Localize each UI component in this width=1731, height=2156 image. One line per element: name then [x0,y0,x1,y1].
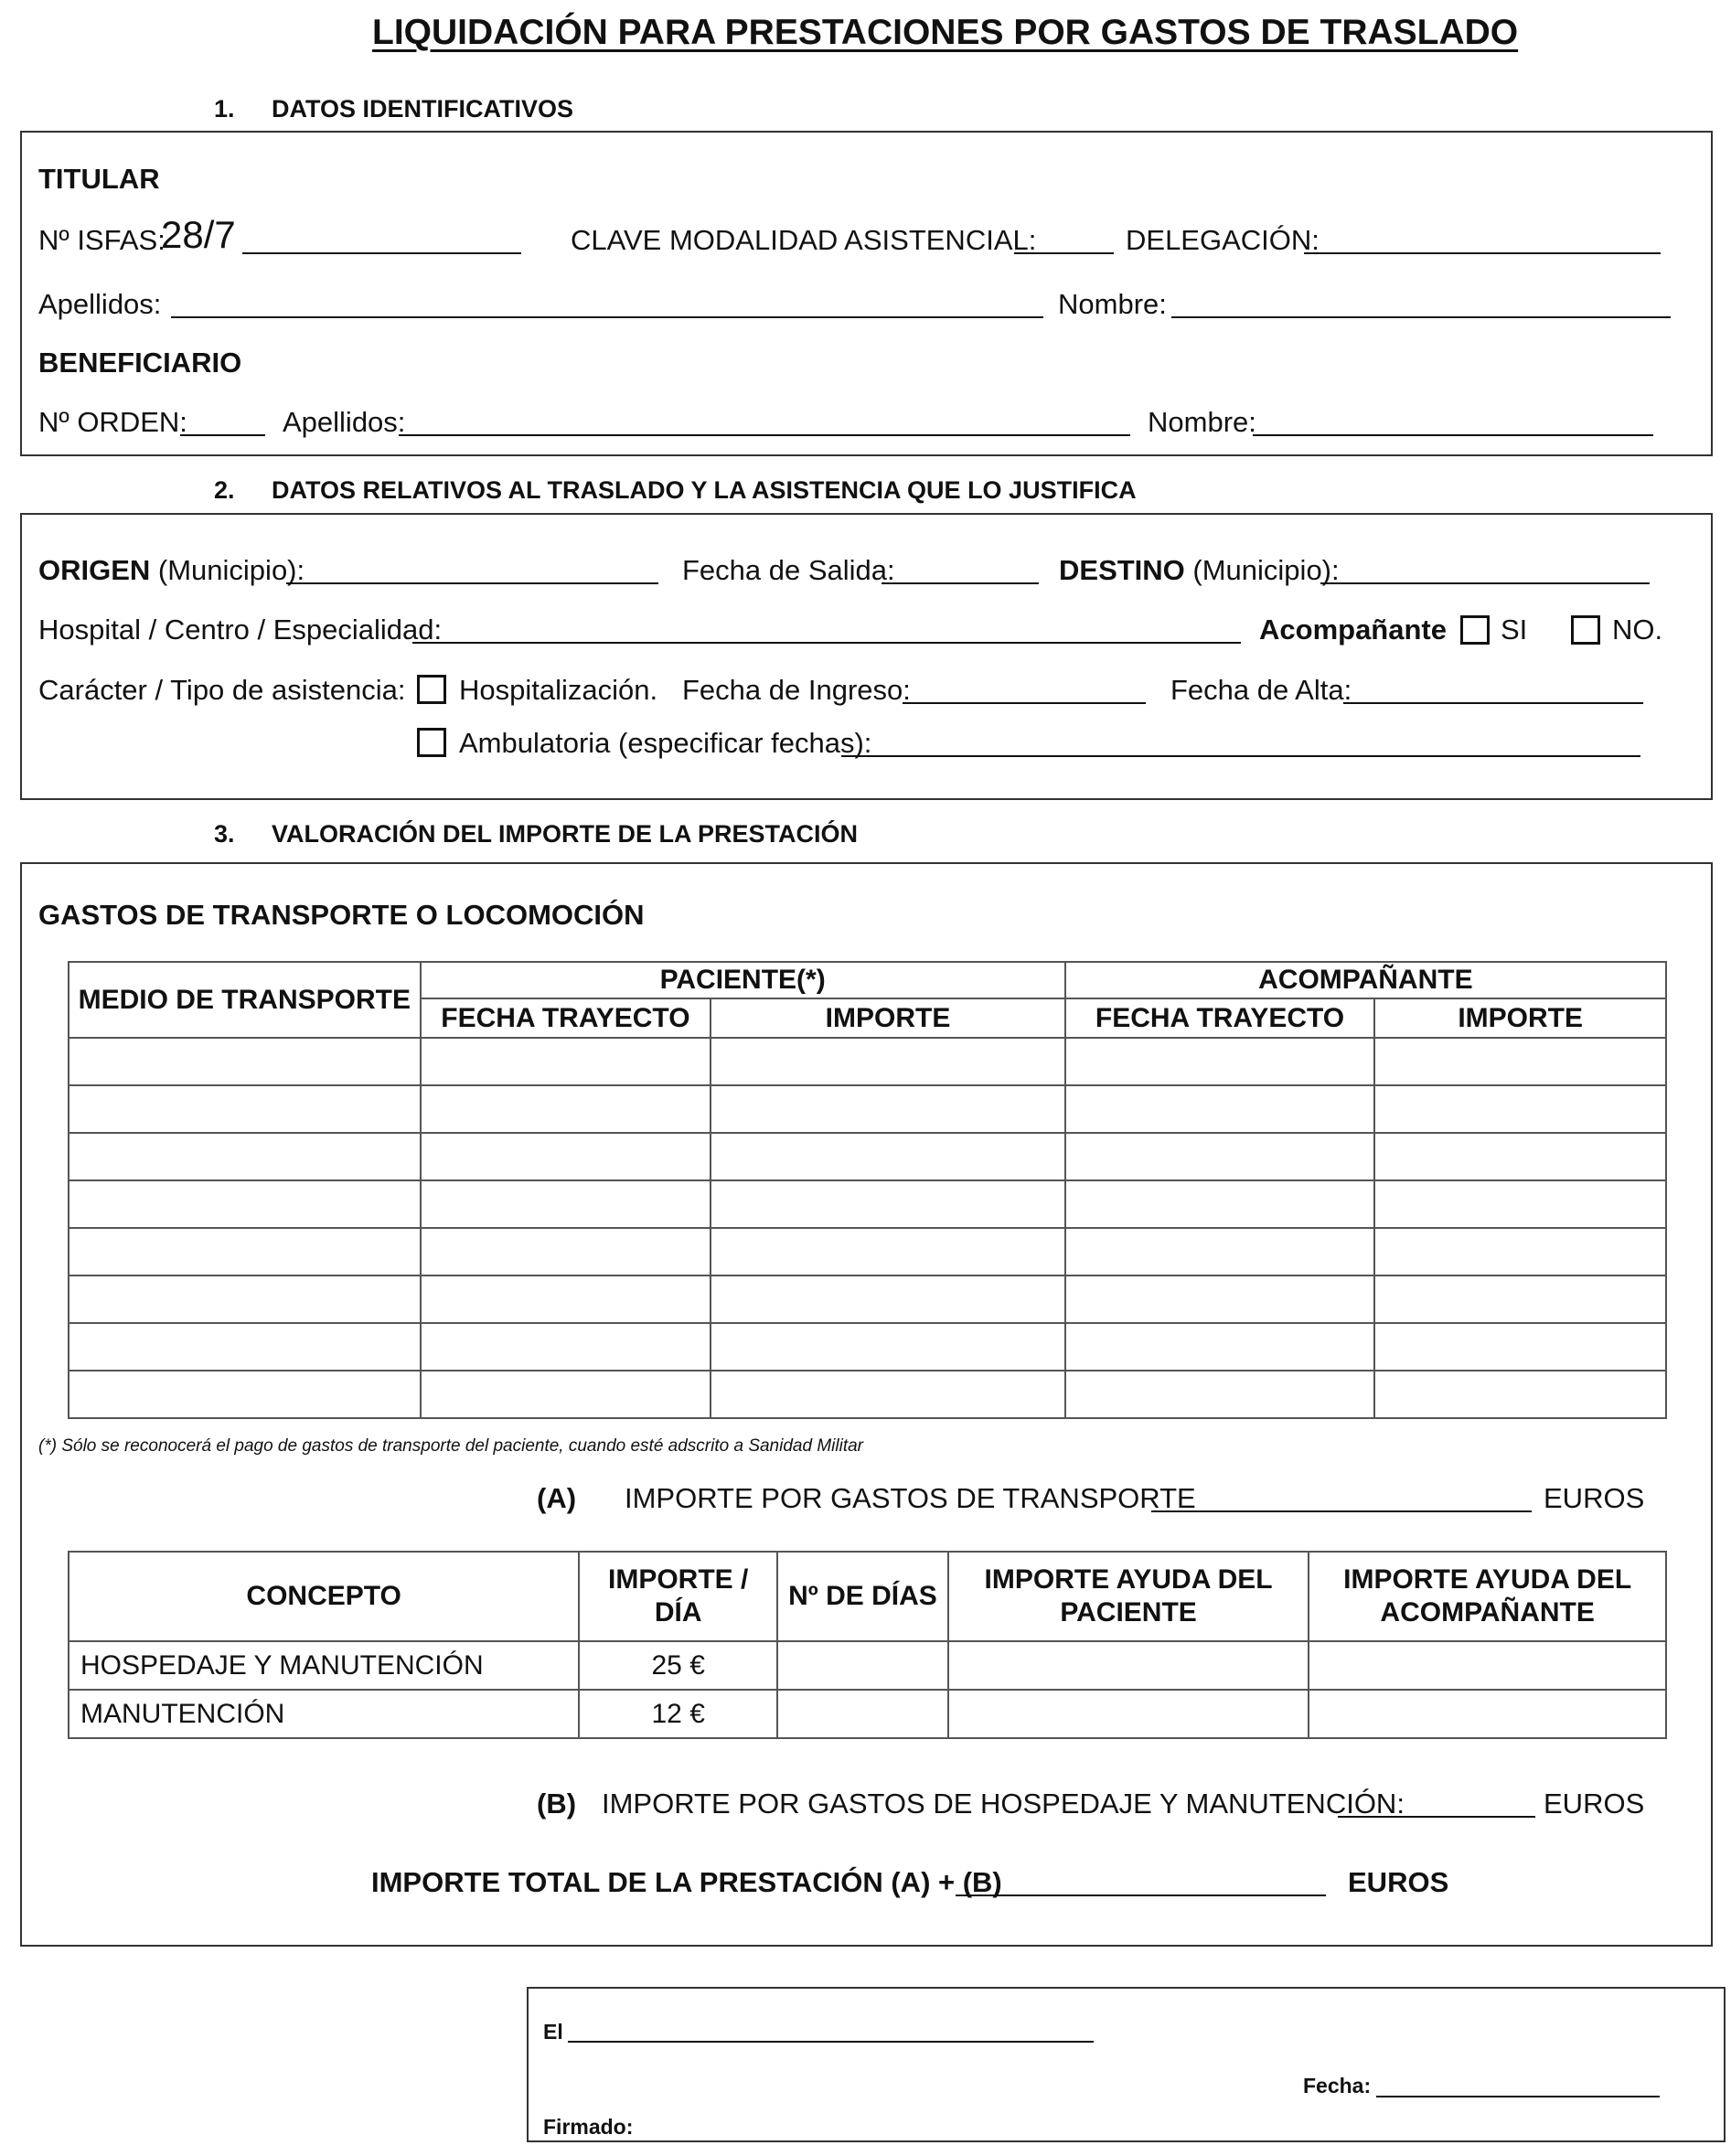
table-row [69,1180,1666,1228]
importe-dia-cell: 12 € [579,1690,777,1738]
table-cell[interactable] [711,1371,1064,1418]
table-cell[interactable] [69,1275,421,1323]
ayuda-paciente-header: IMPORTE AYUDA DEL PACIENTE [948,1552,1309,1641]
importe-dia-header: IMPORTE / DÍA [579,1552,777,1641]
hospital-field[interactable] [412,642,1241,644]
importe-total-field[interactable] [956,1895,1326,1896]
dias-cell[interactable] [777,1690,948,1738]
table-cell[interactable] [1374,1133,1666,1180]
table-cell[interactable] [421,1180,711,1228]
clave-modalidad-label: CLAVE MODALIDAD ASISTENCIAL: [571,224,1037,256]
fecha-salida-field[interactable] [882,582,1039,584]
table-cell[interactable] [1065,1275,1375,1323]
acompanante-fecha-trayecto-header: FECHA TRAYECTO [1065,998,1375,1038]
b-euros: EUROS [1544,1788,1645,1820]
table-cell[interactable] [711,1323,1064,1371]
beneficiario-nombre-label: Nombre: [1148,406,1256,438]
table-row [69,1371,1666,1418]
concepto-header: CONCEPTO [69,1552,579,1641]
transport-table [68,961,1667,1419]
section-2-title: DATOS RELATIVOS AL TRASLADO Y LA ASISTENCIA QUE LO JUSTIFICA [272,476,1137,504]
table-cell[interactable] [1065,1085,1375,1133]
dias-header: Nº DE DÍAS [777,1552,948,1641]
table-cell[interactable] [69,1371,421,1418]
destino-label: DESTINO (Municipio): [1059,554,1340,586]
total-euros: EUROS [1348,1866,1449,1898]
table-cell[interactable] [69,1038,421,1085]
transporte-heading: GASTOS DE TRANSPORTE O LOCOMOCIÓN [38,899,645,931]
acompanante-si-label: SI [1501,614,1528,646]
table-cell[interactable] [1374,1180,1666,1228]
table-cell[interactable] [421,1323,711,1371]
paciente-importe-header: IMPORTE [711,998,1064,1038]
acompanante-label: Acompañante [1259,614,1447,646]
table-cell[interactable] [1374,1085,1666,1133]
titular-apellidos-field[interactable] [171,316,1043,318]
section-3-number: 3. [214,820,235,848]
beneficiario-apellidos-label: Apellidos: [283,406,406,438]
beneficiario-nombre-field[interactable] [1253,434,1653,436]
caracter-label: Carácter / Tipo de asistencia: [38,674,406,706]
fecha-alta-label: Fecha de Alta: [1170,674,1352,706]
table-cell[interactable] [711,1228,1064,1275]
table-cell[interactable] [1065,1371,1375,1418]
table-cell[interactable] [421,1133,711,1180]
table-cell[interactable] [69,1133,421,1180]
section-2-number: 2. [214,476,235,504]
ayuda-acompanante-cell[interactable] [1309,1690,1666,1738]
importe-dia-cell: 25 € [579,1641,777,1690]
page-title: LIQUIDACIÓN PARA PRESTACIONES POR GASTOS DE TRASLADO [372,13,1519,52]
delegacion-field[interactable] [1304,252,1661,254]
section-3-title: VALORACIÓN DEL IMPORTE DE LA PRESTACIÓN [272,820,859,848]
titular-nombre-label: Nombre: [1058,288,1167,320]
table-cell[interactable] [1374,1323,1666,1371]
acompanante-header: ACOMPAÑANTE [1065,962,1666,998]
importe-hospedaje-field[interactable] [1338,1816,1535,1818]
fecha-label: Fecha: [1303,2074,1372,2097]
hospitalizacion-label: Hospitalización. [459,674,658,706]
ayuda-paciente-cell[interactable] [948,1641,1309,1690]
ayuda-acompanante-cell[interactable] [1309,1641,1666,1690]
table-cell[interactable] [1374,1371,1666,1418]
b-text: IMPORTE POR GASTOS DE HOSPEDAJE Y MANUTENCIÓN: [602,1788,1405,1820]
table-cell[interactable] [421,1038,711,1085]
b-label: (B) [537,1788,577,1820]
delegacion-label: DELEGACIÓN: [1126,224,1320,256]
isfas-prefix: 28/7 [161,213,236,256]
a-text: IMPORTE POR GASTOS DE TRANSPORTE [625,1482,1196,1514]
table-cell[interactable] [711,1275,1064,1323]
isfas-field[interactable] [242,252,521,254]
a-euros: EUROS [1544,1482,1645,1514]
total-text: IMPORTE TOTAL DE LA PRESTACIÓN (A) + (B) [371,1866,1002,1898]
acompanante-no-label: NO. [1612,614,1663,646]
titular-apellidos-label: Apellidos: [38,288,162,320]
table-cell[interactable] [711,1085,1064,1133]
paciente-header: PACIENTE(*) [421,962,1065,998]
fecha-field[interactable] [1376,2096,1660,2097]
a-label: (A) [537,1482,577,1514]
beneficiario-apellidos-field[interactable] [399,434,1130,436]
table-cell[interactable] [1065,1133,1375,1180]
titular-heading: TITULAR [38,163,160,195]
acompanante-si-checkbox[interactable] [1460,615,1490,645]
table-cell[interactable] [421,1085,711,1133]
table-row [69,1038,1666,1085]
signature-box [527,1987,1726,2142]
table-cell[interactable] [1374,1275,1666,1323]
ambulatoria-field[interactable] [841,755,1640,757]
table-cell[interactable] [69,1228,421,1275]
section-1-title: DATOS IDENTIFICATIVOS [272,95,574,123]
identification-box [20,131,1713,456]
table-cell[interactable] [711,1133,1064,1180]
concepto-cell: HOSPEDAJE Y MANUTENCIÓN [69,1641,579,1690]
section-1-number: 1. [214,95,235,123]
table-cell[interactable] [421,1228,711,1275]
orden-label: Nº ORDEN: [38,406,187,438]
origen-label: ORIGEN (Municipio): [38,554,305,586]
el-label: El [543,2020,563,2044]
hospitalizacion-checkbox[interactable] [417,675,446,704]
table-row [69,1690,1666,1738]
paciente-fecha-trayecto-header: FECHA TRAYECTO [421,998,711,1038]
ambulatoria-checkbox[interactable] [417,728,446,757]
origen-field[interactable] [286,582,658,584]
table-cell[interactable] [1065,1180,1375,1228]
table-row [69,1085,1666,1133]
table-row [69,1228,1666,1275]
orden-field[interactable] [180,434,265,436]
ayuda-paciente-cell[interactable] [948,1690,1309,1738]
titular-nombre-field[interactable] [1171,316,1671,318]
medio-transporte-header: MEDIO DE TRANSPORTE [69,962,421,1038]
concept-table [68,1551,1667,1739]
table-cell[interactable] [1065,1228,1375,1275]
el-field[interactable] [568,2041,1094,2043]
table-row [69,1133,1666,1180]
table-cell[interactable] [1374,1038,1666,1085]
table-cell[interactable] [1065,1038,1375,1085]
hospital-label: Hospital / Centro / Especialidad: [38,614,443,646]
fecha-salida-label: Fecha de Salida: [682,554,895,586]
fecha-alta-field[interactable] [1343,702,1643,704]
table-row [69,1323,1666,1371]
destino-field[interactable] [1320,582,1650,584]
table-row [69,1275,1666,1323]
transport-footnote: (*) Sólo se reconocerá el pago de gastos de transporte del paciente, cuando esté adscrito a Sanidad Militar [38,1436,863,1456]
concepto-cell: MANUTENCIÓN [69,1690,579,1738]
table-cell[interactable] [711,1180,1064,1228]
firmado-label: Firmado: [543,2115,634,2139]
table-cell[interactable] [69,1180,421,1228]
ayuda-acompanante-header: IMPORTE AYUDA DEL ACOMPAÑANTE [1309,1552,1666,1641]
acompanante-importe-header: IMPORTE [1374,998,1666,1038]
table-cell[interactable] [69,1085,421,1133]
table-cell[interactable] [421,1371,711,1418]
table-cell[interactable] [1065,1323,1375,1371]
ambulatoria-label: Ambulatoria (especificar fechas): [459,727,872,759]
table-cell[interactable] [1374,1228,1666,1275]
table-row [69,1641,1666,1690]
isfas-label: Nº ISFAS: [38,224,166,256]
dias-cell[interactable] [777,1641,948,1690]
table-cell[interactable] [69,1323,421,1371]
table-cell[interactable] [711,1038,1064,1085]
beneficiario-heading: BENEFICIARIO [38,347,242,379]
fecha-ingreso-label: Fecha de Ingreso: [682,674,911,706]
table-cell[interactable] [421,1275,711,1323]
fecha-ingreso-field[interactable] [903,702,1146,704]
clave-modalidad-field[interactable] [1014,252,1114,254]
importe-transporte-field[interactable] [1151,1510,1532,1512]
acompanante-no-checkbox[interactable] [1571,615,1600,645]
